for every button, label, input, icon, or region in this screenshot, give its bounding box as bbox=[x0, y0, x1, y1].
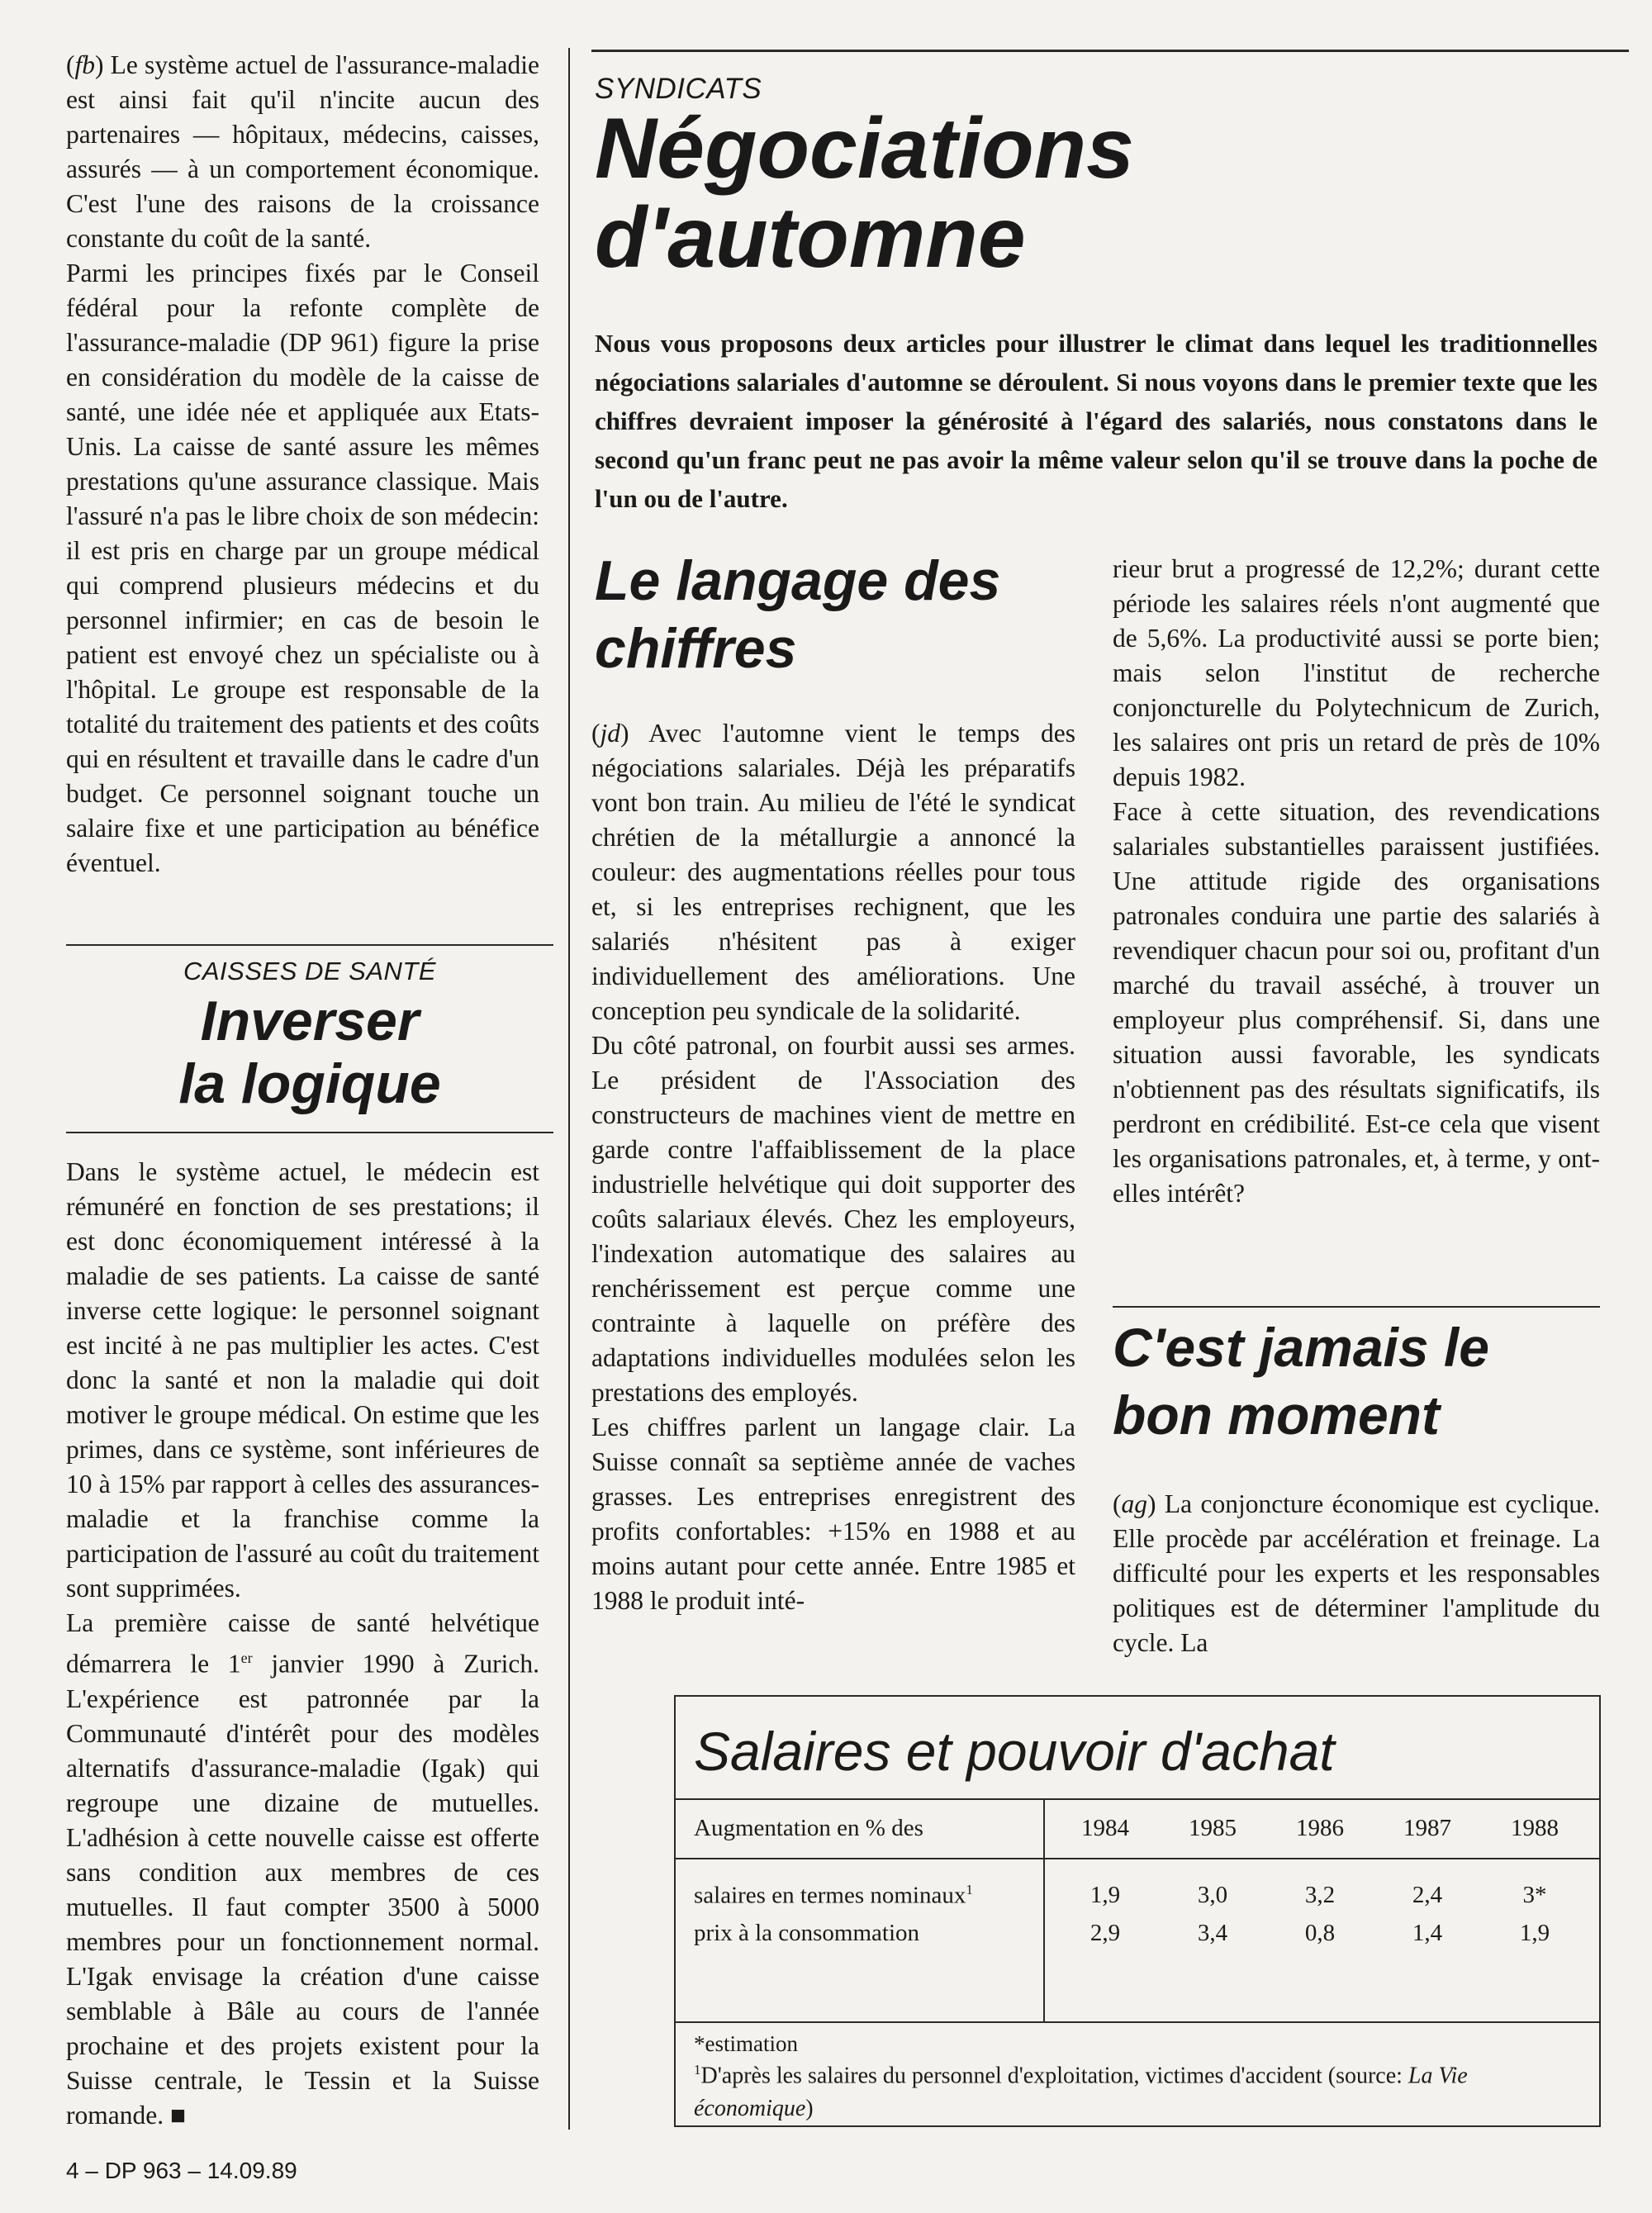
langage-para-1: (jd) Avec l'automne vient le temps des négociations salariales. Déjà les préparatifs vont bon train. Au milieu de l'été le syndicat chrétien de la métallurgie a annoncé la couleur: des augmentations réelles pour tous et, si les entreprises rechignent, que les salariés n'hésitent pas à exiger individuellement des améliorations. Une conception peu syndicale de la solidarité. bbox=[591, 719, 1075, 1025]
langage-para-4: rieur brut a progressé de 12,2%; durant cette période les salaires réels n'ont augmenté que de 5,6%. La productivité aussi se porte bien; mais selon l'institut de recherche conjoncturelle du Polytechnicum de Zurich, les salaires ont pris un retard de près de 10% depuis 1982. bbox=[1113, 554, 1600, 791]
table-bottom-rule bbox=[676, 2021, 1599, 2023]
table-cell: 3,4 bbox=[1197, 1920, 1228, 1946]
langage-para-3: Les chiffres parlent un langage clair. La Suisse connaît sa septième année de vaches grasses. Les entreprises enregistrent des profits confortables: +15% en 1988 et au moins autant pour cette année. Entre 1985 et 1988 le produit inté- bbox=[591, 1413, 1075, 1615]
caisses-title-rule bbox=[66, 1132, 553, 1133]
moment-para-1: (ag) La conjoncture économique est cyclique. Elle procède par accélération et freinage. La difficulté pour les experts et les responsables politiques est de déterminer l'amplitude du cycle. La bbox=[1113, 1489, 1600, 1657]
left-section-divider bbox=[66, 944, 553, 946]
table-cell: 1,4 bbox=[1412, 1920, 1443, 1946]
moment-body bbox=[1113, 1487, 1600, 1660]
row-label-prix: prix à la consommation bbox=[694, 1920, 920, 1946]
source-title: La Vie économique bbox=[694, 2063, 1468, 2122]
langage-title-1: Le langage des bbox=[595, 549, 1001, 612]
table-cell: 2,9 bbox=[1089, 1920, 1121, 1946]
table-cell: 3* bbox=[1522, 1882, 1547, 1908]
moment-header bbox=[1113, 1313, 1608, 1449]
syndicats-kicker: SYNDICATS bbox=[595, 73, 762, 105]
salaires-box bbox=[674, 1695, 1601, 2127]
left-article-para-2: Parmi les principes fixés par le Conseil fédéral pour la refonte complète de l'assurance-maladie (DP 961) figure la prise en considération du modèle de la caisse de santé, une idée née et appliquée aux Etats-Unis. La caisse de santé assure les mêmes prestations qu'une assurance classique. Mais l'assuré n'a pas le libre choix de son médecin: il est pris en charge par un groupe médical qui comprend plusieurs médecins et du personnel infirmier; en cas de besoin le patient est envoyé chez un spécialiste ou à l'hôpital. Le groupe est responsable de la totalité du traitement des patients et des coûts qui en résultent et travaille dans le cadre d'un budget. Ce personnel soignant touche un salaire fixe et une participation au bénéfice éventuel. bbox=[66, 259, 539, 877]
column-divider bbox=[568, 48, 570, 2130]
langage-col-1 bbox=[591, 716, 1075, 1618]
table-cell: 3,2 bbox=[1304, 1882, 1336, 1908]
author-initials: jd bbox=[600, 719, 621, 748]
year-1984: 1984 bbox=[1081, 1815, 1129, 1841]
lead-paragraph: Nous vous proposons deux articles pour illustrer le climat dans lequel les traditionnelles négociations salariales d'automne se déroulent. Si nous voyons dans le premier texte que les chiffres devraient imposer la générosité à l'égard des salariés, nous constatons dans le second qu'un franc peut ne pas avoir la même valeur selon qu'il se trouve dans la poche de l'un ou de l'autre. bbox=[595, 329, 1597, 513]
left-article-para-1: (fb) Le système actuel de l'assurance-maladie est ainsi fait qu'il n'incite aucun des partenaires — hôpitaux, médecins, caisses, assurés — à un comportement économique. C'est l'une des raisons de la croissance constante du coût de la santé. bbox=[66, 50, 539, 253]
footnote-estimation: *estimation bbox=[694, 2031, 798, 2056]
left-article-body bbox=[66, 48, 539, 881]
langage-para-2: Du côté patronal, on fourbit aussi ses armes. Le président de l'Association des constructeurs de machines vient de mettre en garde contre l'affaiblissement de la place industrielle helvétique qui doit supporter des coûts salariaux élevés. Chez les employeurs, l'indexation automatique des salaires au renchérissement est perçue comme une contrainte à laquelle on préfère des adaptations individuelles modulées selon les prestations des employés. bbox=[591, 1031, 1075, 1407]
main-header bbox=[595, 73, 1602, 286]
caisses-header bbox=[66, 957, 553, 1115]
table-column-rule bbox=[1043, 1800, 1045, 2021]
author-initials: fb bbox=[74, 50, 96, 79]
caisses-para-1: Dans le système actuel, le médecin est rémunéré en fonction de ses prestations; il est donc économiquement intéressé à la maladie de ses patients. La caisse de santé inverse cette logique: le personnel soignant est incité à ne pas multiplier les actes. C'est donc la santé et non la maladie qui doit motiver le groupe médical. On estime que les primes, dans ce système, sont inférieures de 10 à 15% par rapport à celles des assurances-maladie et la franchise comme la participation de l'assuré au coût du traitement sont supprimées. bbox=[66, 1157, 539, 1603]
author-initials: ag bbox=[1121, 1489, 1147, 1518]
caisses-title-1: Inverser bbox=[200, 990, 420, 1052]
langage-header bbox=[595, 547, 1090, 682]
page-footer: 4 – DP 963 – 14.09.89 bbox=[66, 2158, 297, 2183]
year-1987: 1987 bbox=[1403, 1815, 1451, 1841]
main-title-1: Négociations bbox=[595, 101, 1134, 197]
right-section-divider bbox=[1113, 1306, 1600, 1308]
row-values-salaires bbox=[1051, 1882, 1588, 1909]
moment-title-2: bon moment bbox=[1113, 1384, 1440, 1446]
year-1988: 1988 bbox=[1511, 1815, 1559, 1841]
table-years bbox=[1051, 1815, 1588, 1842]
langage-para-5: Face à cette situation, des revendications salariales substantielles paraissent justifiées. Une attitude rigide des organisations patronales conduira une partie des salariés à revendiquer chacun pour soi ou, profitant d'un marché du travail asséché, à trouver un employeur plus compréhensif. Si, dans une situation aussi favorable, les syndicats n'obtiennent pas des résultats significatifs, ils perdront en crédibilité. Est-ce cela que visent les organisations patronales, et, à terme, y ont-elles intérêt? bbox=[1113, 797, 1600, 1208]
row-label-salaires: salaires en termes nominaux$^1$ bbox=[694, 1882, 973, 1909]
table-cell: 2,4 bbox=[1412, 1882, 1443, 1908]
year-1986: 1986 bbox=[1296, 1815, 1344, 1841]
table-cell: 3,0 bbox=[1197, 1882, 1228, 1908]
table-cell: 0,8 bbox=[1304, 1920, 1336, 1946]
footnote-source: $^1$D'après les salaires du personnel d'exploitation, victimes d'accident (source: La Vie économique) bbox=[694, 2062, 1468, 2122]
caisses-para-2: La première caisse de santé helvétique démarrera le 1er janvier 1990 à Zurich. L'expérience est patronnée par la Communauté d'intérêt pour des modèles alternatifs d'assurance-maladie (Igak) qui regroupe une dizaine de mutuelles. L'adhésion à cette nouvelle caisse est offerte sans condition aux membres de ces mutuelles. Il faut compter 3500 à 5000 membres pour un fonctionnement normal. L'Igak envisage la création d'une caisse semblable à Bâle au cours de l'année prochaine et des projets existent pour la Suisse centrale, le Tessin et la Suisse romande. ■ bbox=[66, 1608, 539, 2130]
caisses-body bbox=[66, 1155, 539, 2133]
top-rule bbox=[591, 50, 1629, 52]
moment-title-1: C'est jamais le bbox=[1113, 1317, 1489, 1378]
row-values-prix bbox=[1051, 1920, 1588, 1947]
caisses-kicker: CAISSES DE SANTÉ bbox=[183, 957, 437, 985]
end-of-article-mark: ■ bbox=[169, 2100, 186, 2130]
year-1985: 1985 bbox=[1189, 1815, 1237, 1841]
langage-col-2 bbox=[1113, 552, 1600, 1211]
caisses-title-2: la logique bbox=[178, 1052, 441, 1115]
table-header-rule bbox=[676, 1858, 1599, 1859]
table-cell: 1,9 bbox=[1519, 1920, 1550, 1946]
table-area bbox=[676, 1800, 1599, 2021]
main-title-2: d'automne bbox=[595, 190, 1026, 286]
table-header-label: Augmentation en % des bbox=[694, 1815, 923, 1841]
salaires-title: Salaires et pouvoir d'achat bbox=[694, 1721, 1335, 1782]
langage-title-2: chiffres bbox=[595, 617, 797, 680]
table-cell: 1,9 bbox=[1089, 1882, 1121, 1908]
